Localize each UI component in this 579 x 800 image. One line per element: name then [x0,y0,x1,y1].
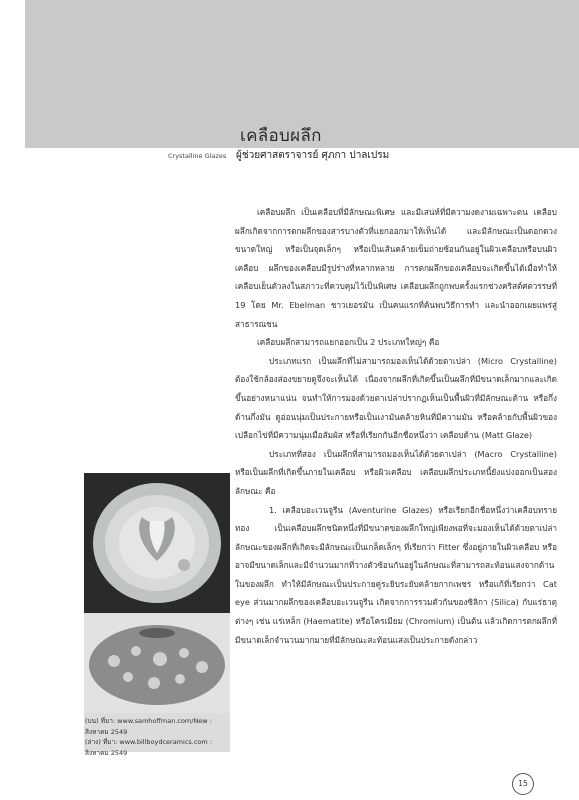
paragraph-micro: ประเภทแรก เป็นผลึกที่ไม่สามารถมองเห็นได้ด้วยตาเปล่า (Micro Crystalline) ต้องใช้กล้องส่องขยายดูจึงจะเห็นได้ เนื่องจากผลึกที่เกิดขึ้นเป็นผลึกที่มีขนาดเล็กมากและเกิดขึ้นอย่างหนาแน่น จนทำให้การมองด้วยตาเปล่าปรากฏเห็นเป็นพื้นผิวที่มีลักษณะด้าน หรือกึ่งด้านกึ่งมัน ดูอ่อนนุ่มเป็นประกายหรือเป็นเงามันคล้ายหินที่มีความมัน หรือคล้ายกับพื้นผิวของเปลือกไข่ที่มีความนุ่มเมื่อสัมผัส หรือที่เรียกกันอีกชื่อหนึ่งว่า เคลือบด้าน (Matt Glaze) [235,355,557,441]
author-name: ผู้ช่วยศาสตราจารย์ ศุภกา ปาลเปรม [236,150,390,161]
english-subtitle: Crystalline Glazes [168,152,227,160]
paragraph-aventurine: 1. เคลือบอะเวนจูรีน (Aventurine Glazes) หรือเรียกอีกชื่อหนึ่งว่าเคลือบทรายทอง เป็นเคลือบผลึกชนิดหนึ่งที่มีขนาดของผลึกใหญ่เพียงพอที่จะมองเห็นได้ด้วยตาเปล่า ลักษณะของผลึกที่เกิดจะมีลักษณะเป็นเกล็ดเล็กๆ ที่เรียกว่า Fitter ซึ่งอยู่ภายในผิวเคลือบ หรืออาจมีขนาดเล็กและมีจำนวนมากที่วางตัวซ้อนกันอยู่ในลักษณะที่สามารถสะท้อนแสงจากด้านในของผลึก ทำให้มีลักษณะเป็นประกายคู่ระยิบระยับคล้ายกากเพชร หรือแก้ที่เรียกว่า Cat eye ส่วนมากผลึกของเคลือบอะเวนจูรีน เกิดจากการรวมตัวกันของซิลิกา (Silica) กับแร่ธาตุต่างๆ เช่น แร่เหล็ก (Haematite) หรือโครเมียม (Chromium) เป็นต้น แล้วเกิดการตกผลึกที่มีขนาดเล็กจำนวนมากมายที่มีลักษณะสะท้อนแสงเป็นประกายดังกล่าว [235,504,557,645]
crystalline-plate-image [84,473,230,613]
image-caption [85,716,235,758]
article-body [235,203,557,649]
caption-line: (ล่าง) ที่มา: www.billboydceramics.com : [85,738,212,746]
paragraph-types: เคลือบผลึกสามารถแยกออกเป็น 2 ประเภทใหญ่ๆ คือ [257,337,440,348]
caption-line: สิงหาคม 2549 [85,748,128,757]
caption-line: (บน) ที่มา: www.samhoffman.com/New : [85,717,212,725]
paragraph-macro: ประเภทที่สอง เป็นผลึกที่สามารถมองเห็นได้ด้วยตาเปล่า (Macro Crystalline) หรือเป็นผลึกที่เกิดขึ้นภายในเคลือบ หรือผิวเคลือบ เคลือบผลึกประเภทนี้ยังแบ่งออกเป็นสองลักษณะ คือ [235,448,557,496]
page-title: เคลือบผลึก [240,126,322,146]
caption-line: สิงหาคม 2549 [85,727,128,736]
paragraph-intro: เคลือบผลึก เป็นเคลือบที่มีลักษณะพิเศษ และมีเสน่ห์ที่มีความงดงามเฉพาะตน เคลือบผลึกเกิดจากการตกผลึกของสารบางตัวที่แยกออกมาให้เห็นได้ และมีลักษณะเป็นดอกดวงขนาดใหญ่ หรือเป็นจุดเล็กๆ หรือเป็นเส้นคล้ายเข็มถ่ายซ้อนกันอยู่ในผิวเคลือบหรือบนผิวเคลือบ ผลึกของเคลือบมีรูปร่างที่หลากหลาย การตกผลึกของเคลือบจะเกิดขึ้นได้เมื่อทำให้เคลือบเย็นตัวลงในสภาวะที่ควบคุมไว้เป็นพิเศษ เคลือบผลึกถูกพบครั้งแรกช่วงคริสต์ศตวรรษที่ 19 โดย Mr. Ebelman ชาวเยอรมัน เป็นคนแรกที่ค้นพบวิธีการทำ และนำออกเผยแพร่สู่สาธารณชน [235,207,557,329]
page-number: 15 [512,773,534,795]
